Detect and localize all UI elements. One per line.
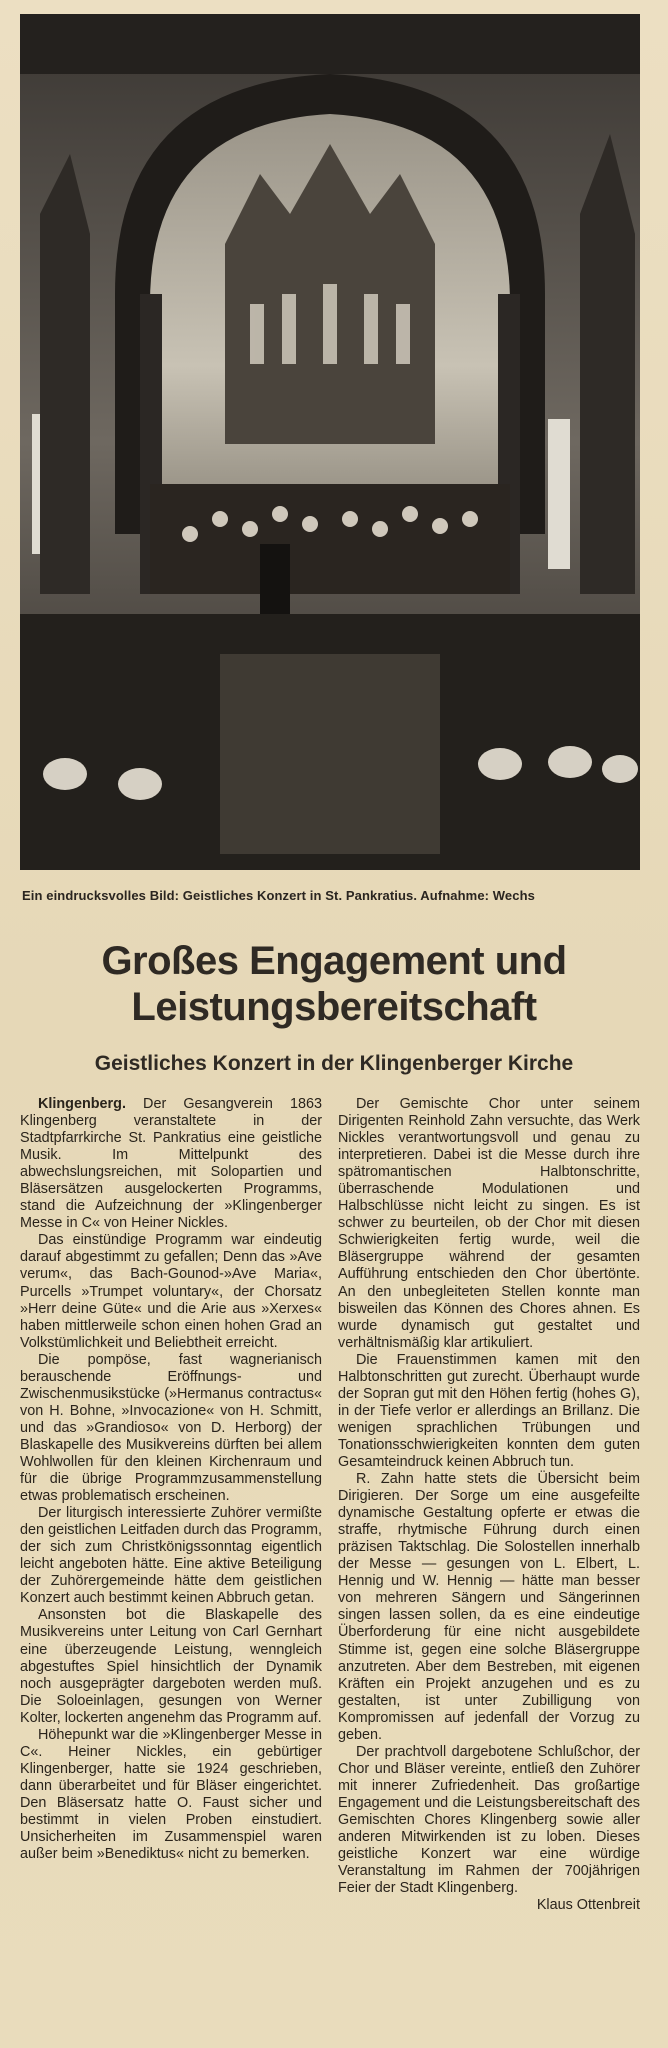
article-column-right <box>338 1096 640 1914</box>
article-column-left <box>20 1096 322 1863</box>
article-paragraph: Das einstündige Programm war eindeutig darauf abgestimmt zu gefallen; Denn das »Ave verum«, das Bach-Gounod-»Ave Maria«, Purcells »Trumpet voluntary«, der Chorsatz »Herr deine Güte« und die Arie aus »Xerxes« haben mittlerweile schon einen hohen Grad an Volkstümlichkeit und Beliebtheit erreicht. <box>20 1232 322 1351</box>
article-paragraph: Der Gemischte Chor unter seinem Dirigenten Reinhold Zahn versuchte, das Werk Nickles verantwortungsvoll und genau zu interpretieren. Dabei ist die Messe durch ihre spätromantischen Halbtonschritte, überraschende Modulationen und Halbschlüsse nicht leicht zu singen. Es ist schwer zu beurteilen, ob der Chor mit diesen Schwierigkeiten fertig wurde, weil die Bläsergruppe während der gesamten Aufführung entschieden den Chor übertönte. An den unbegleiteten Stellen konnte man bisweilen das Können des Chores ahnen. Es wurde dynamisch gut gestaltet und verhältnismäßig klar artikuliert. <box>338 1096 640 1351</box>
author-byline: Klaus Ottenbreit <box>536 1897 640 1914</box>
article-paragraph: Der prachtvoll dargebotene Schlußchor, der Chor und Bläser vereinte, entließ den Zuhörer mit innerer Zufriedenheit. Das großartige Engagement und die Leistungsbereitschaft des Gemischten Chores Klingenberg sowie aller anderen Mitwirkenden ist zu loben. Dieses geistliche Konzert war eine würdige Veranstaltung im Rahmen der 700jährigen Feier der Stadt Klingenberg. <box>338 1743 640 1897</box>
paragraph-text: Der Gesangverein 1863 Klingenberg veranstaltete in der Stadtpfarrkirche St. Pankratius eine geistliche Musik. Im Mittelpunkt des abwechslungsreichen, mit Solopartien und Bläsersätzen ausgelockerten Programms, stand die Aufzeichnung der »Klingenberger Messe in C« von Heiner Nickles. <box>20 1096 323 1232</box>
article-paragraph: R. Zahn hatte stets die Übersicht beim Dirigieren. Der Sorge um eine ausgefeilte dynamische Gestaltung opferte er etwas die straffe, rhytmische Führung durch einen präzisen Taktschlag. Die Solostellen innerhalb der Messe — gesungen von L. Elbert, L. Hennig und W. Hennig — hätte man besser von mehreren Sängern und Sängerinnen singen lassen sollen, da es eine eindeutige Überforderung für eine nicht ausgebildete Stimme ist, gegen eine solche Bläsergruppe anzutreten. Aber dem Bestreben, mit eigenen Kräften ein Projekt anzugehen und es zu gestalten, ist unter Zubilligung von Kompromissen auf jedenfall der Vorzug zu geben. <box>338 1471 640 1743</box>
article-paragraph: Die Frauenstimmen kamen mit den Halbtonschritten gut zurecht. Überhaupt wurde der Sopran gut mit den Höhen fertig (hohes G), in der Tiefe verlor er allerdings an Brillanz. Die wenigen sprachlichen Trübungen und Tonationsschwierigkeiten konnten dem guten Gesamteindruck keinen Abbruch tun. <box>338 1351 640 1470</box>
article-paragraph: Der liturgisch interessierte Zuhörer vermißte den geistlichen Leitfaden durch das Programm, der sich zum Christkönigssonntag eigentlich leicht angeboten hätte. Eine aktive Beteiligung der Zuhörergemeinde hätte dem geistlichen Konzert auch bestimmt keinen Abbruch getan. <box>20 1505 322 1607</box>
photo-caption: Ein eindrucksvolles Bild: Geistliches Konzert in St. Pankratius. Aufnahme: Wechs <box>22 888 535 903</box>
article-paragraph: Die pompöse, fast wagnerianisch berauschende Eröffnungs- und Zwischenmusikstücke (»Hermanus contractus« von H. Bohne, »Invocazione« von H. Schmitt, und das »Grandioso« von D. Herborg) der Blaskapelle des Musikvereins dürften bei allem Wohlwollen für den kleinen Kirchenraum und für die übrige Programmzusammenstellung etwas problematisch erscheinen. <box>20 1351 322 1505</box>
subheadline: Geistliches Konzert in der Klingenberger Kirche <box>94 1052 574 1075</box>
headline-line-1: Großes Engagement und <box>101 939 567 983</box>
article-paragraph: Ansonsten bot die Blaskapelle des Musikvereins unter Leitung von Carl Gernhart eine überzeugende Leistung, wenngleich abgestuftes Spiel hinsichtlich der Dynamik noch ausgeprägter dargeboten werden muß. Die Soloeinlagen, gesungen von Werner Kolter, lockerten angenehm das Programm auf. <box>20 1607 322 1726</box>
church-concert-photo <box>20 14 640 870</box>
dateline: Klingenberg. <box>38 1096 126 1112</box>
church-interior-image <box>20 14 640 870</box>
article-paragraph <box>20 1096 322 1232</box>
headline <box>0 938 668 1030</box>
article-paragraph: Höhepunkt war die »Klingenberger Messe in C«. Heiner Nickles, ein gebürtiger Klingenberger, hatte sie 1924 geschrieben, dann überarbeitet und für Bläser eingerichtet. Den Bläsersatz hatte O. Faust sicher und bestimmt in vielen Proben einstudiert. Unsicherheiten im Zusammenspiel waren außer beim »Benediktus« nicht zu bemerken. <box>20 1726 322 1863</box>
headline-line-2: Leistungsbereitschaft <box>131 985 537 1029</box>
